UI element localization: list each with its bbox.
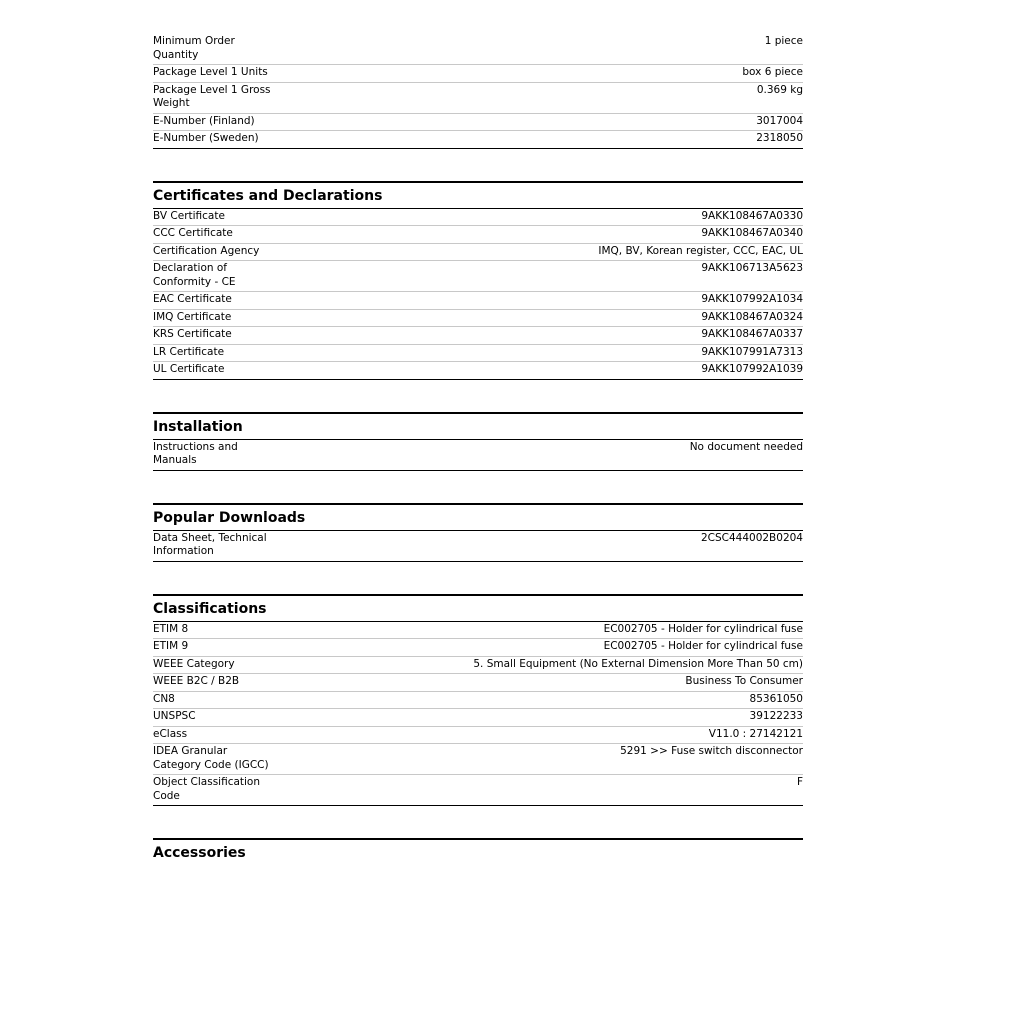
row-value: 2318050 bbox=[756, 132, 803, 144]
row-label: CN8 bbox=[153, 692, 175, 705]
row-label: UL Certificate bbox=[153, 363, 225, 375]
row-value: 9AKK108467A0340 bbox=[701, 227, 803, 239]
table-row bbox=[153, 674, 803, 692]
classifications-section bbox=[153, 594, 803, 807]
table-row bbox=[153, 209, 803, 227]
table-row bbox=[153, 114, 803, 132]
table-row bbox=[153, 709, 803, 727]
table-row bbox=[153, 345, 803, 363]
row-label: WEEE Category bbox=[153, 657, 235, 670]
row-value: EC002705 - Holder for cylindrical fuse bbox=[603, 640, 803, 652]
table-row bbox=[153, 744, 803, 775]
row-value: IMQ, BV, Korean register, CCC, EAC, UL bbox=[598, 244, 803, 257]
row-label: E-Number (Sweden) bbox=[153, 132, 259, 144]
row-label: Minimum Order Quantity bbox=[153, 35, 235, 61]
row-value: 5291 >> Fuse switch disconnector bbox=[620, 745, 803, 757]
table-row bbox=[153, 531, 803, 562]
section-title: Certificates and Declarations bbox=[153, 181, 803, 209]
row-label: Declaration of Conformity - CE bbox=[153, 262, 236, 288]
row-label: eClass bbox=[153, 727, 188, 740]
table-row bbox=[153, 244, 803, 262]
row-label: IDEA Granular Category Code (IGCC) bbox=[153, 745, 269, 771]
table-row bbox=[153, 639, 803, 657]
row-label: Certification Agency bbox=[153, 244, 260, 257]
table-row bbox=[153, 226, 803, 244]
table-row bbox=[153, 440, 803, 471]
download-link[interactable]: 2CSC444002B0204 bbox=[700, 531, 803, 544]
row-value: 5. Small Equipment (No External Dimension More Than 50 cm) bbox=[473, 657, 803, 670]
accessories-section bbox=[153, 838, 803, 865]
row-value: 85361050 bbox=[749, 692, 803, 705]
row-label: CCC Certificate bbox=[153, 227, 233, 239]
row-label: Data Sheet, Technical Information bbox=[153, 531, 267, 557]
row-label: Object Classification Code bbox=[153, 776, 261, 802]
table-row bbox=[153, 34, 803, 65]
table-row bbox=[153, 65, 803, 83]
table-row bbox=[153, 310, 803, 328]
row-value: V11.0 : 27142121 bbox=[708, 727, 803, 740]
table-row bbox=[153, 327, 803, 345]
row-value: 9AKK108467A0330 bbox=[701, 209, 803, 222]
table-row bbox=[153, 131, 803, 149]
row-value: 3017004 bbox=[756, 114, 803, 127]
row-value: F bbox=[796, 776, 803, 788]
table-row bbox=[153, 83, 803, 114]
row-label: BV Certificate bbox=[153, 209, 225, 222]
table-row bbox=[153, 292, 803, 310]
row-value: 9AKK107992A1034 bbox=[701, 293, 803, 305]
popular-downloads-section bbox=[153, 503, 803, 562]
row-label: EAC Certificate bbox=[153, 293, 232, 305]
section-title: Installation bbox=[153, 412, 803, 440]
row-value: 9AKK106713A5623 bbox=[701, 262, 803, 274]
row-value: 9AKK107991A7313 bbox=[701, 345, 803, 358]
row-value: EC002705 - Holder for cylindrical fuse bbox=[603, 622, 803, 635]
product-details-page bbox=[153, 34, 803, 865]
certificates-section bbox=[153, 181, 803, 380]
row-value: 9AKK108467A0324 bbox=[701, 310, 803, 323]
row-label: UNSPSC bbox=[153, 710, 196, 722]
section-title: Popular Downloads bbox=[153, 503, 803, 531]
row-value: Business To Consumer bbox=[685, 675, 803, 687]
row-value: 39122233 bbox=[749, 710, 803, 722]
table-row bbox=[153, 692, 803, 710]
row-label: ETIM 8 bbox=[153, 622, 189, 635]
row-value: box 6 piece bbox=[742, 66, 803, 78]
row-label: KRS Certificate bbox=[153, 328, 232, 340]
table-row bbox=[153, 622, 803, 640]
row-value: 9AKK107992A1039 bbox=[701, 363, 803, 375]
row-label: IMQ Certificate bbox=[153, 310, 232, 323]
row-label: LR Certificate bbox=[153, 345, 225, 358]
row-label: ETIM 9 bbox=[153, 640, 189, 652]
section-title: Accessories bbox=[153, 838, 803, 865]
row-label: Package Level 1 Units bbox=[153, 66, 268, 78]
product-specs-table bbox=[153, 34, 803, 149]
table-row bbox=[153, 362, 803, 380]
row-value: 0.369 kg bbox=[756, 83, 803, 96]
row-value: 9AKK108467A0337 bbox=[701, 328, 803, 340]
table-row bbox=[153, 657, 803, 675]
row-value: No document needed bbox=[689, 440, 803, 453]
section-title: Classifications bbox=[153, 594, 803, 622]
table-row bbox=[153, 775, 803, 806]
table-row bbox=[153, 727, 803, 745]
table-row bbox=[153, 261, 803, 292]
installation-section bbox=[153, 412, 803, 471]
row-label: Instructions and Manuals bbox=[153, 440, 238, 466]
row-value: 1 piece bbox=[764, 35, 803, 47]
row-label: E-Number (Finland) bbox=[153, 114, 255, 127]
row-label: WEEE B2C / B2B bbox=[153, 675, 240, 687]
row-label: Package Level 1 Gross Weight bbox=[153, 83, 271, 109]
